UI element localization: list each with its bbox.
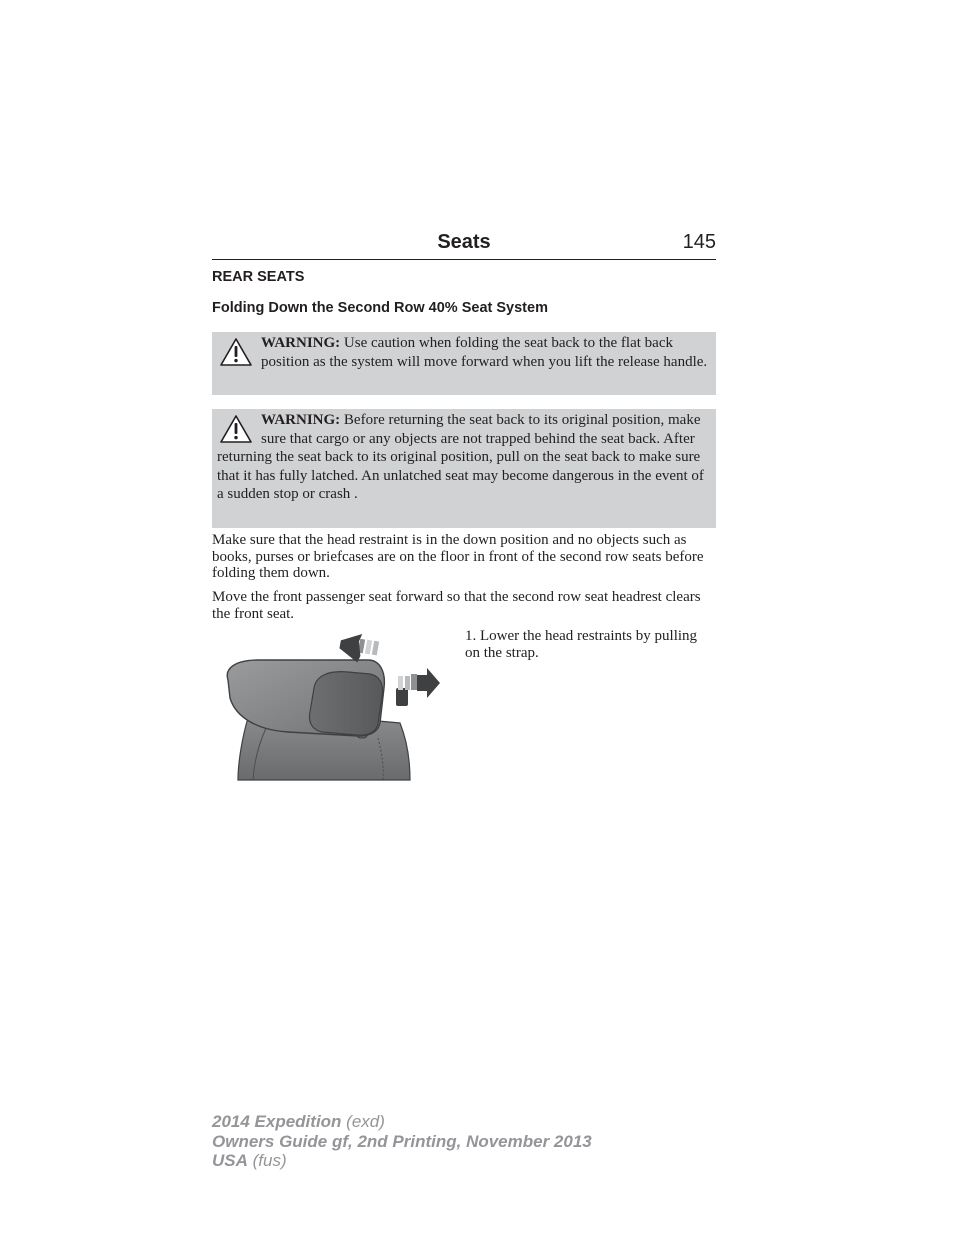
warning-box [212,409,716,528]
footer [212,1112,592,1171]
body-paragraph: Move the front passenger seat forward so that the second row seat headrest clears the front seat. [212,589,701,622]
footer-market-code: (fus) [247,1151,287,1170]
footer-line-1 [212,1112,592,1132]
subsection-title: Folding Down the Second Row 40% Seat System [212,300,548,316]
warning-triangle-icon [219,337,253,367]
warning-text: Before returning the seat back to its original position, make sure that cargo or any objects are not trapped behind the seat back. After returning the seat back to its original position, pull on the seat back to make sure that it has fully latched. An unlatched seat may become dangerous in the event of a sudden stop or crash . [217,412,704,503]
footer-model: 2014 Expedition [212,1112,342,1131]
section-title: REAR SEATS [212,269,305,285]
page-title: Seats [437,231,491,253]
warning-label: WARNING: [261,412,341,428]
footer-line-3 [212,1151,592,1171]
page-number: 145 [682,231,716,253]
warning-triangle-icon [219,414,253,444]
warning-text: Use caution when folding the seat back to the flat back position as the system will move forward when you lift the release handle. [261,335,708,370]
arrow-left-icon [338,630,380,662]
warning-box [212,332,716,395]
step-1-text: 1. Lower the head restraints by pulling on the strap. [465,628,698,661]
body-paragraph: Make sure that the head restraint is in the down position and no objects such as books, purses or briefcases are on the floor in front of the second row seats before folding them down. [212,532,704,582]
head-restraint-illustration [218,628,444,784]
warning-label: WARNING: [261,335,341,351]
header-rule [212,259,716,260]
footer-model-code: (exd) [341,1112,385,1131]
footer-market: USA [212,1151,248,1170]
footer-line-2: Owners Guide gf, 2nd Printing, November 2013 [212,1131,592,1151]
